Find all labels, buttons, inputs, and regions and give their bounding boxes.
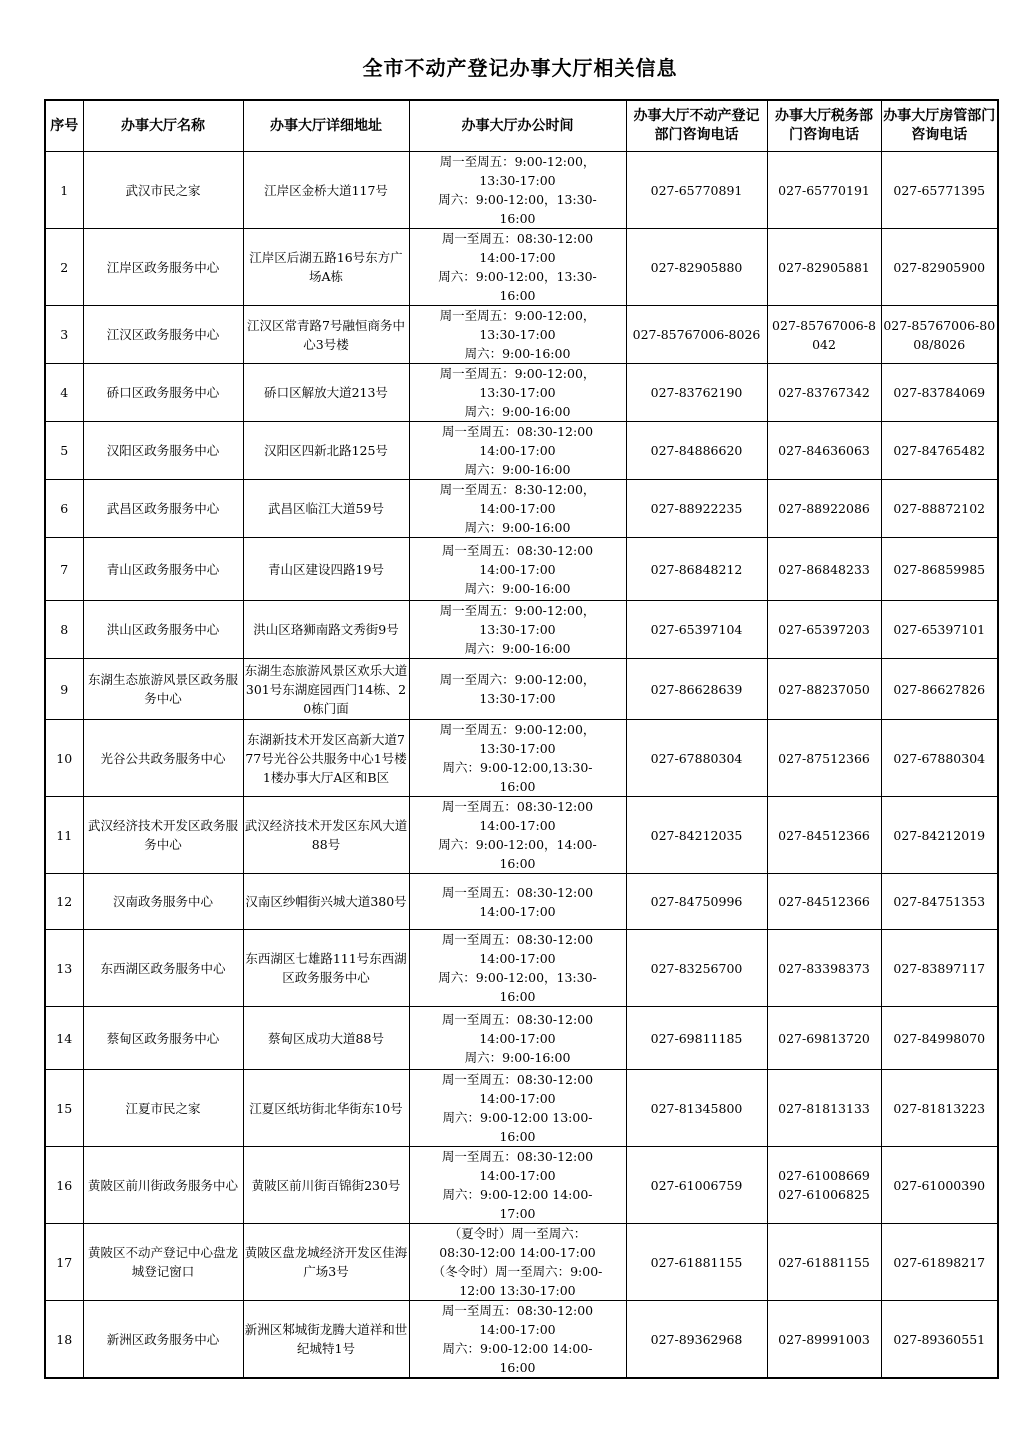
page-title: 全市不动产登记办事大厅相关信息: [362, 56, 678, 80]
hours-line: （冬令时）周一至周六：9:00-: [432, 1264, 603, 1279]
office-name: 江岸区政务服务中心: [83, 229, 243, 306]
tax-phone: [767, 1301, 881, 1379]
office-name: 硚口区政务服务中心: [83, 364, 243, 422]
hours-line: 16:00: [499, 288, 536, 303]
realty-phone: 027-65770891: [626, 152, 767, 229]
hours-line: 14:00-17:00: [479, 903, 556, 919]
table-row: [45, 797, 998, 874]
header-realty-phone: 办事大厅不动产登记部门咨询电话: [626, 100, 767, 152]
office-name: 武汉经济技术开发区政务服务中心: [83, 797, 243, 874]
tax-phone: [767, 364, 881, 422]
hours-line: 周一至周五：08:30-12:00: [441, 542, 594, 558]
realty-phone: 027-86628639: [626, 659, 767, 720]
tax-phone: [767, 422, 881, 480]
hours-line: 周六：9:00-16:00: [464, 1049, 571, 1065]
office-name: 武汉市民之家: [83, 152, 243, 229]
tax-phone: [767, 720, 881, 797]
office-address: 武昌区临江大道59号: [243, 480, 409, 538]
header-hours: 办事大厅办公时间: [409, 100, 626, 152]
tax-phone-number: 027-85767006-8042: [772, 317, 876, 352]
row-index: 14: [45, 1007, 83, 1070]
realty-phone: 027-81345800: [626, 1070, 767, 1147]
table-row: [45, 1007, 998, 1070]
hours-line: 14:00-17:00: [479, 443, 556, 458]
tax-phone-number: 027-65397203: [778, 622, 870, 637]
row-index: 13: [45, 930, 83, 1007]
office-address: 东湖生态旅游风景区欢乐大道301号东湖庭园西门14栋、20栋门面: [243, 659, 409, 720]
office-address: 江汉区常青路7号融恒商务中心3号楼: [243, 306, 409, 364]
header-address: 办事大厅详细地址: [243, 100, 409, 152]
table-row: [45, 930, 998, 1007]
header-housing-phone: 办事大厅房管部门咨询电话: [881, 100, 998, 152]
hours-line: 周六：9:00-12:00，13:30-: [438, 269, 597, 284]
hours-line: 周六：9:00-12:00 14:00-: [442, 1341, 593, 1356]
housing-phone: 027-61000390: [881, 1147, 998, 1224]
hours-line: 13:30-17:00: [479, 385, 556, 400]
tax-phone-number: 027-61006825: [778, 1187, 870, 1202]
hours-line: 周六：9:00-16:00: [464, 641, 571, 656]
table-row: [45, 229, 998, 306]
office-hours: [409, 229, 626, 306]
realty-phone: 027-85767006-8026: [626, 306, 767, 364]
hours-line: 周六：9:00-16:00: [464, 462, 571, 477]
hours-line: 13:30-17:00: [479, 622, 556, 637]
hours-line: 周一至周五：08:30-12:00: [441, 932, 594, 947]
office-hours: [409, 1070, 626, 1147]
table-row: [45, 874, 998, 930]
tax-phone: [767, 229, 881, 306]
row-index: 16: [45, 1147, 83, 1224]
table-row: [45, 422, 998, 480]
hours-line: 16:00: [499, 989, 536, 1004]
row-index: 1: [45, 152, 83, 229]
table-row: [45, 1301, 998, 1379]
office-hours: [409, 659, 626, 720]
office-hours: [409, 422, 626, 480]
realty-phone: 027-83762190: [626, 364, 767, 422]
tax-phone-number: 027-88237050: [778, 681, 870, 697]
tax-phone: [767, 874, 881, 930]
office-hours: [409, 874, 626, 930]
housing-phone: 027-86859985: [881, 538, 998, 601]
office-name: 武昌区政务服务中心: [83, 480, 243, 538]
header-index: 序号: [45, 100, 83, 152]
realty-phone: 027-67880304: [626, 720, 767, 797]
table-row: [45, 720, 998, 797]
hours-line: 16:00: [499, 211, 536, 226]
row-index: 17: [45, 1224, 83, 1301]
office-name: 江夏市民之家: [83, 1070, 243, 1147]
office-hours: [409, 1301, 626, 1379]
housing-phone: 027-89360551: [881, 1301, 998, 1379]
office-name: 光谷公共政务服务中心: [83, 720, 243, 797]
header-tax-phone: 办事大厅税务部门咨询电话: [767, 100, 881, 152]
tax-phone: [767, 480, 881, 538]
hours-line: 16:00: [499, 1129, 536, 1144]
realty-phone: 027-61006759: [626, 1147, 767, 1224]
hours-line: 周六：9:00-16:00: [464, 404, 571, 419]
table-row: [45, 306, 998, 364]
hours-line: 周一至周五：08:30-12:00: [441, 1303, 594, 1318]
hours-line: 17:00: [499, 1206, 536, 1221]
office-address: 江岸区金桥大道117号: [243, 152, 409, 229]
housing-phone: 027-83897117: [881, 930, 998, 1007]
realty-phone: 027-65397104: [626, 601, 767, 659]
tax-phone: [767, 1224, 881, 1301]
hours-line: 周一至周五：08:30-12:00: [441, 231, 594, 246]
housing-phone: 027-84751353: [881, 874, 998, 930]
tax-phone-number: 027-65770191: [778, 182, 870, 198]
tax-phone-number: 027-88922086: [778, 501, 870, 516]
hours-line: 周一至周五：08:30-12:00: [441, 799, 594, 814]
hours-line: 14:00-17:00: [479, 818, 556, 833]
table-row: [45, 364, 998, 422]
hours-line: 周六：9:00-12:00,13:30-: [442, 760, 593, 775]
row-index: 2: [45, 229, 83, 306]
tax-phone-number: 027-61008669: [778, 1168, 870, 1183]
tax-phone-number: 027-69813720: [778, 1030, 870, 1046]
office-name: 江汉区政务服务中心: [83, 306, 243, 364]
tax-phone-number: 027-84512366: [778, 894, 870, 909]
hours-line: 14:00-17:00: [479, 1091, 556, 1106]
office-hours: [409, 1007, 626, 1070]
realty-phone: 027-61881155: [626, 1224, 767, 1301]
hours-line: 周六：9:00-12:00，13:30-: [438, 970, 597, 985]
hours-line: （夏令时）周一至周六：: [448, 1226, 587, 1241]
hours-line: 14:00-17:00: [479, 250, 556, 265]
office-hours: [409, 720, 626, 797]
hours-line: 周六：9:00-12:00，13:30-: [438, 192, 597, 207]
row-index: 12: [45, 874, 83, 930]
tax-phone: [767, 797, 881, 874]
row-index: 3: [45, 306, 83, 364]
office-address: 洪山区珞狮南路文秀街9号: [243, 601, 409, 659]
hours-line: 周一至周五：9:00-12:00，: [439, 308, 596, 323]
office-hours: [409, 930, 626, 1007]
hours-line: 周一至周五：08:30-12:00: [441, 1072, 594, 1087]
office-name: 汉南政务服务中心: [83, 874, 243, 930]
office-hours: [409, 306, 626, 364]
office-hours: [409, 364, 626, 422]
realty-phone: 027-86848212: [626, 538, 767, 601]
housing-phone: 027-84998070: [881, 1007, 998, 1070]
row-index: 4: [45, 364, 83, 422]
hours-line: 周一至周六：9:00-12:00，: [439, 672, 596, 687]
hours-line: 13:30-17:00: [479, 327, 556, 342]
housing-phone: 027-67880304: [881, 720, 998, 797]
hours-line: 周六：9:00-16:00: [464, 580, 571, 596]
hours-line: 周一至周五：9:00-12:00，: [439, 154, 596, 169]
office-hours: [409, 152, 626, 229]
tax-phone-number: 027-86848233: [778, 561, 870, 577]
hours-line: 13:30-17:00: [479, 173, 556, 188]
tax-phone-number: 027-87512366: [778, 750, 870, 766]
tax-phone-number: 027-84512366: [778, 827, 870, 843]
housing-phone: 027-88872102: [881, 480, 998, 538]
row-index: 5: [45, 422, 83, 480]
hours-line: 13:30-17:00: [479, 691, 556, 706]
hours-line: 14:00-17:00: [479, 561, 556, 577]
realty-phone: 027-84750996: [626, 874, 767, 930]
housing-phone: 027-83784069: [881, 364, 998, 422]
office-name: 蔡甸区政务服务中心: [83, 1007, 243, 1070]
office-hours: [409, 538, 626, 601]
office-name: 东湖生态旅游风景区政务服务中心: [83, 659, 243, 720]
tax-phone-number: 027-82905881: [778, 259, 870, 275]
table-row: [45, 659, 998, 720]
tax-phone-number: 027-81813133: [778, 1100, 870, 1116]
realty-phone: 027-69811185: [626, 1007, 767, 1070]
office-name: 东西湖区政务服务中心: [83, 930, 243, 1007]
hours-line: 12:00 13:30-17:00: [459, 1283, 576, 1298]
housing-phone: 027-81813223: [881, 1070, 998, 1147]
hours-line: 14:00-17:00: [479, 1322, 556, 1337]
office-address: 硚口区解放大道213号: [243, 364, 409, 422]
office-address: 江岸区后湖五路16号东方广场A栋: [243, 229, 409, 306]
hours-line: 16:00: [499, 856, 536, 871]
tax-phone-number: 027-83398373: [778, 960, 870, 976]
table-row: [45, 601, 998, 659]
hours-line: 周六：9:00-12:00 13:00-: [442, 1110, 593, 1125]
table-row: [45, 1224, 998, 1301]
office-address: 青山区建设四路19号: [243, 538, 409, 601]
office-name: 黄陂区不动产登记中心盘龙城登记窗口: [83, 1224, 243, 1301]
hours-line: 周一至周五：8:30-12:00，: [439, 482, 596, 497]
tax-phone: [767, 930, 881, 1007]
row-index: 15: [45, 1070, 83, 1147]
housing-phone: 027-85767006-8008/8026: [881, 306, 998, 364]
hours-line: 周六：9:00-12:00，14:00-: [438, 837, 597, 852]
realty-phone: 027-84886620: [626, 422, 767, 480]
office-address: 东西湖区七雄路111号东西湖区政务服务中心: [243, 930, 409, 1007]
office-name: 汉阳区政务服务中心: [83, 422, 243, 480]
row-index: 7: [45, 538, 83, 601]
housing-phone: 027-84765482: [881, 422, 998, 480]
office-name: 新洲区政务服务中心: [83, 1301, 243, 1379]
office-address: 江夏区纸坊街北华街东10号: [243, 1070, 409, 1147]
office-address: 汉阳区四新北路125号: [243, 422, 409, 480]
table-row: [45, 1070, 998, 1147]
hours-line: 周六：9:00-16:00: [464, 346, 571, 361]
tax-phone-number: 027-61881155: [778, 1254, 870, 1270]
tax-phone: [767, 1070, 881, 1147]
hours-line: 周六：9:00-16:00: [464, 520, 571, 535]
table-row: [45, 152, 998, 229]
hours-line: 13:30-17:00: [479, 741, 556, 756]
hours-line: 周一至周五：9:00-12:00，: [439, 722, 596, 737]
housing-phone: 027-65397101: [881, 601, 998, 659]
hours-line: 周一至周五：08:30-12:00: [441, 884, 594, 900]
hours-line: 08:30-12:00 14:00-17:00: [439, 1245, 596, 1260]
office-hours: [409, 1224, 626, 1301]
office-hours: [409, 1147, 626, 1224]
table-body: [45, 152, 998, 1379]
tax-phone-number: 027-83767342: [778, 385, 870, 400]
realty-phone: 027-89362968: [626, 1301, 767, 1379]
office-name: 黄陂区前川街政务服务中心: [83, 1147, 243, 1224]
hours-line: 14:00-17:00: [479, 1030, 556, 1046]
row-index: 18: [45, 1301, 83, 1379]
housing-phone: 027-61898217: [881, 1224, 998, 1301]
table-row: [45, 538, 998, 601]
office-info-table: [44, 99, 999, 1379]
office-address: 新洲区邾城街龙腾大道祥和世纪城特1号: [243, 1301, 409, 1379]
tax-phone: [767, 306, 881, 364]
hours-line: 16:00: [499, 1360, 536, 1375]
housing-phone: 027-65771395: [881, 152, 998, 229]
hours-line: 周一至周五：08:30-12:00: [441, 424, 594, 439]
hours-line: 周一至周五：9:00-12:00，: [439, 366, 596, 381]
table-row: [45, 480, 998, 538]
tax-phone: [767, 601, 881, 659]
office-address: 汉南区纱帽街兴城大道380号: [243, 874, 409, 930]
table-header-row: [45, 100, 998, 152]
tax-phone: [767, 538, 881, 601]
hours-line: 14:00-17:00: [479, 1168, 556, 1183]
office-name: 青山区政务服务中心: [83, 538, 243, 601]
realty-phone: 027-82905880: [626, 229, 767, 306]
tax-phone: [767, 1147, 881, 1224]
tax-phone-number: 027-84636063: [778, 443, 870, 458]
hours-line: 周一至周五：9:00-12:00，: [439, 603, 596, 618]
tax-phone: [767, 1007, 881, 1070]
hours-line: 14:00-17:00: [479, 501, 556, 516]
hours-line: 16:00: [499, 779, 536, 794]
hours-line: 周六：9:00-12:00 14:00-: [442, 1187, 593, 1202]
office-address: 黄陂区盘龙城经济开发区佳海广场3号: [243, 1224, 409, 1301]
office-hours: [409, 601, 626, 659]
housing-phone: 027-82905900: [881, 229, 998, 306]
office-address: 武汉经济技术开发区东风大道88号: [243, 797, 409, 874]
row-index: 11: [45, 797, 83, 874]
tax-phone-number: 027-89991003: [778, 1331, 870, 1347]
hours-line: 周一至周五：08:30-12:00: [441, 1011, 594, 1027]
realty-phone: 027-88922235: [626, 480, 767, 538]
hours-line: 周一至周五：08:30-12:00: [441, 1149, 594, 1164]
realty-phone: 027-84212035: [626, 797, 767, 874]
row-index: 10: [45, 720, 83, 797]
hours-line: 14:00-17:00: [479, 951, 556, 966]
tax-phone: [767, 659, 881, 720]
office-hours: [409, 797, 626, 874]
table-row: [45, 1147, 998, 1224]
row-index: 8: [45, 601, 83, 659]
office-address: 黄陂区前川街百锦街230号: [243, 1147, 409, 1224]
office-address: 蔡甸区成功大道88号: [243, 1007, 409, 1070]
row-index: 9: [45, 659, 83, 720]
office-address: 东湖新技术开发区高新大道777号光谷公共服务中心1号楼1楼办事大厅A区和B区: [243, 720, 409, 797]
row-index: 6: [45, 480, 83, 538]
header-name: 办事大厅名称: [83, 100, 243, 152]
office-hours: [409, 480, 626, 538]
tax-phone: [767, 152, 881, 229]
housing-phone: 027-86627826: [881, 659, 998, 720]
housing-phone: 027-84212019: [881, 797, 998, 874]
realty-phone: 027-83256700: [626, 930, 767, 1007]
office-name: 洪山区政务服务中心: [83, 601, 243, 659]
